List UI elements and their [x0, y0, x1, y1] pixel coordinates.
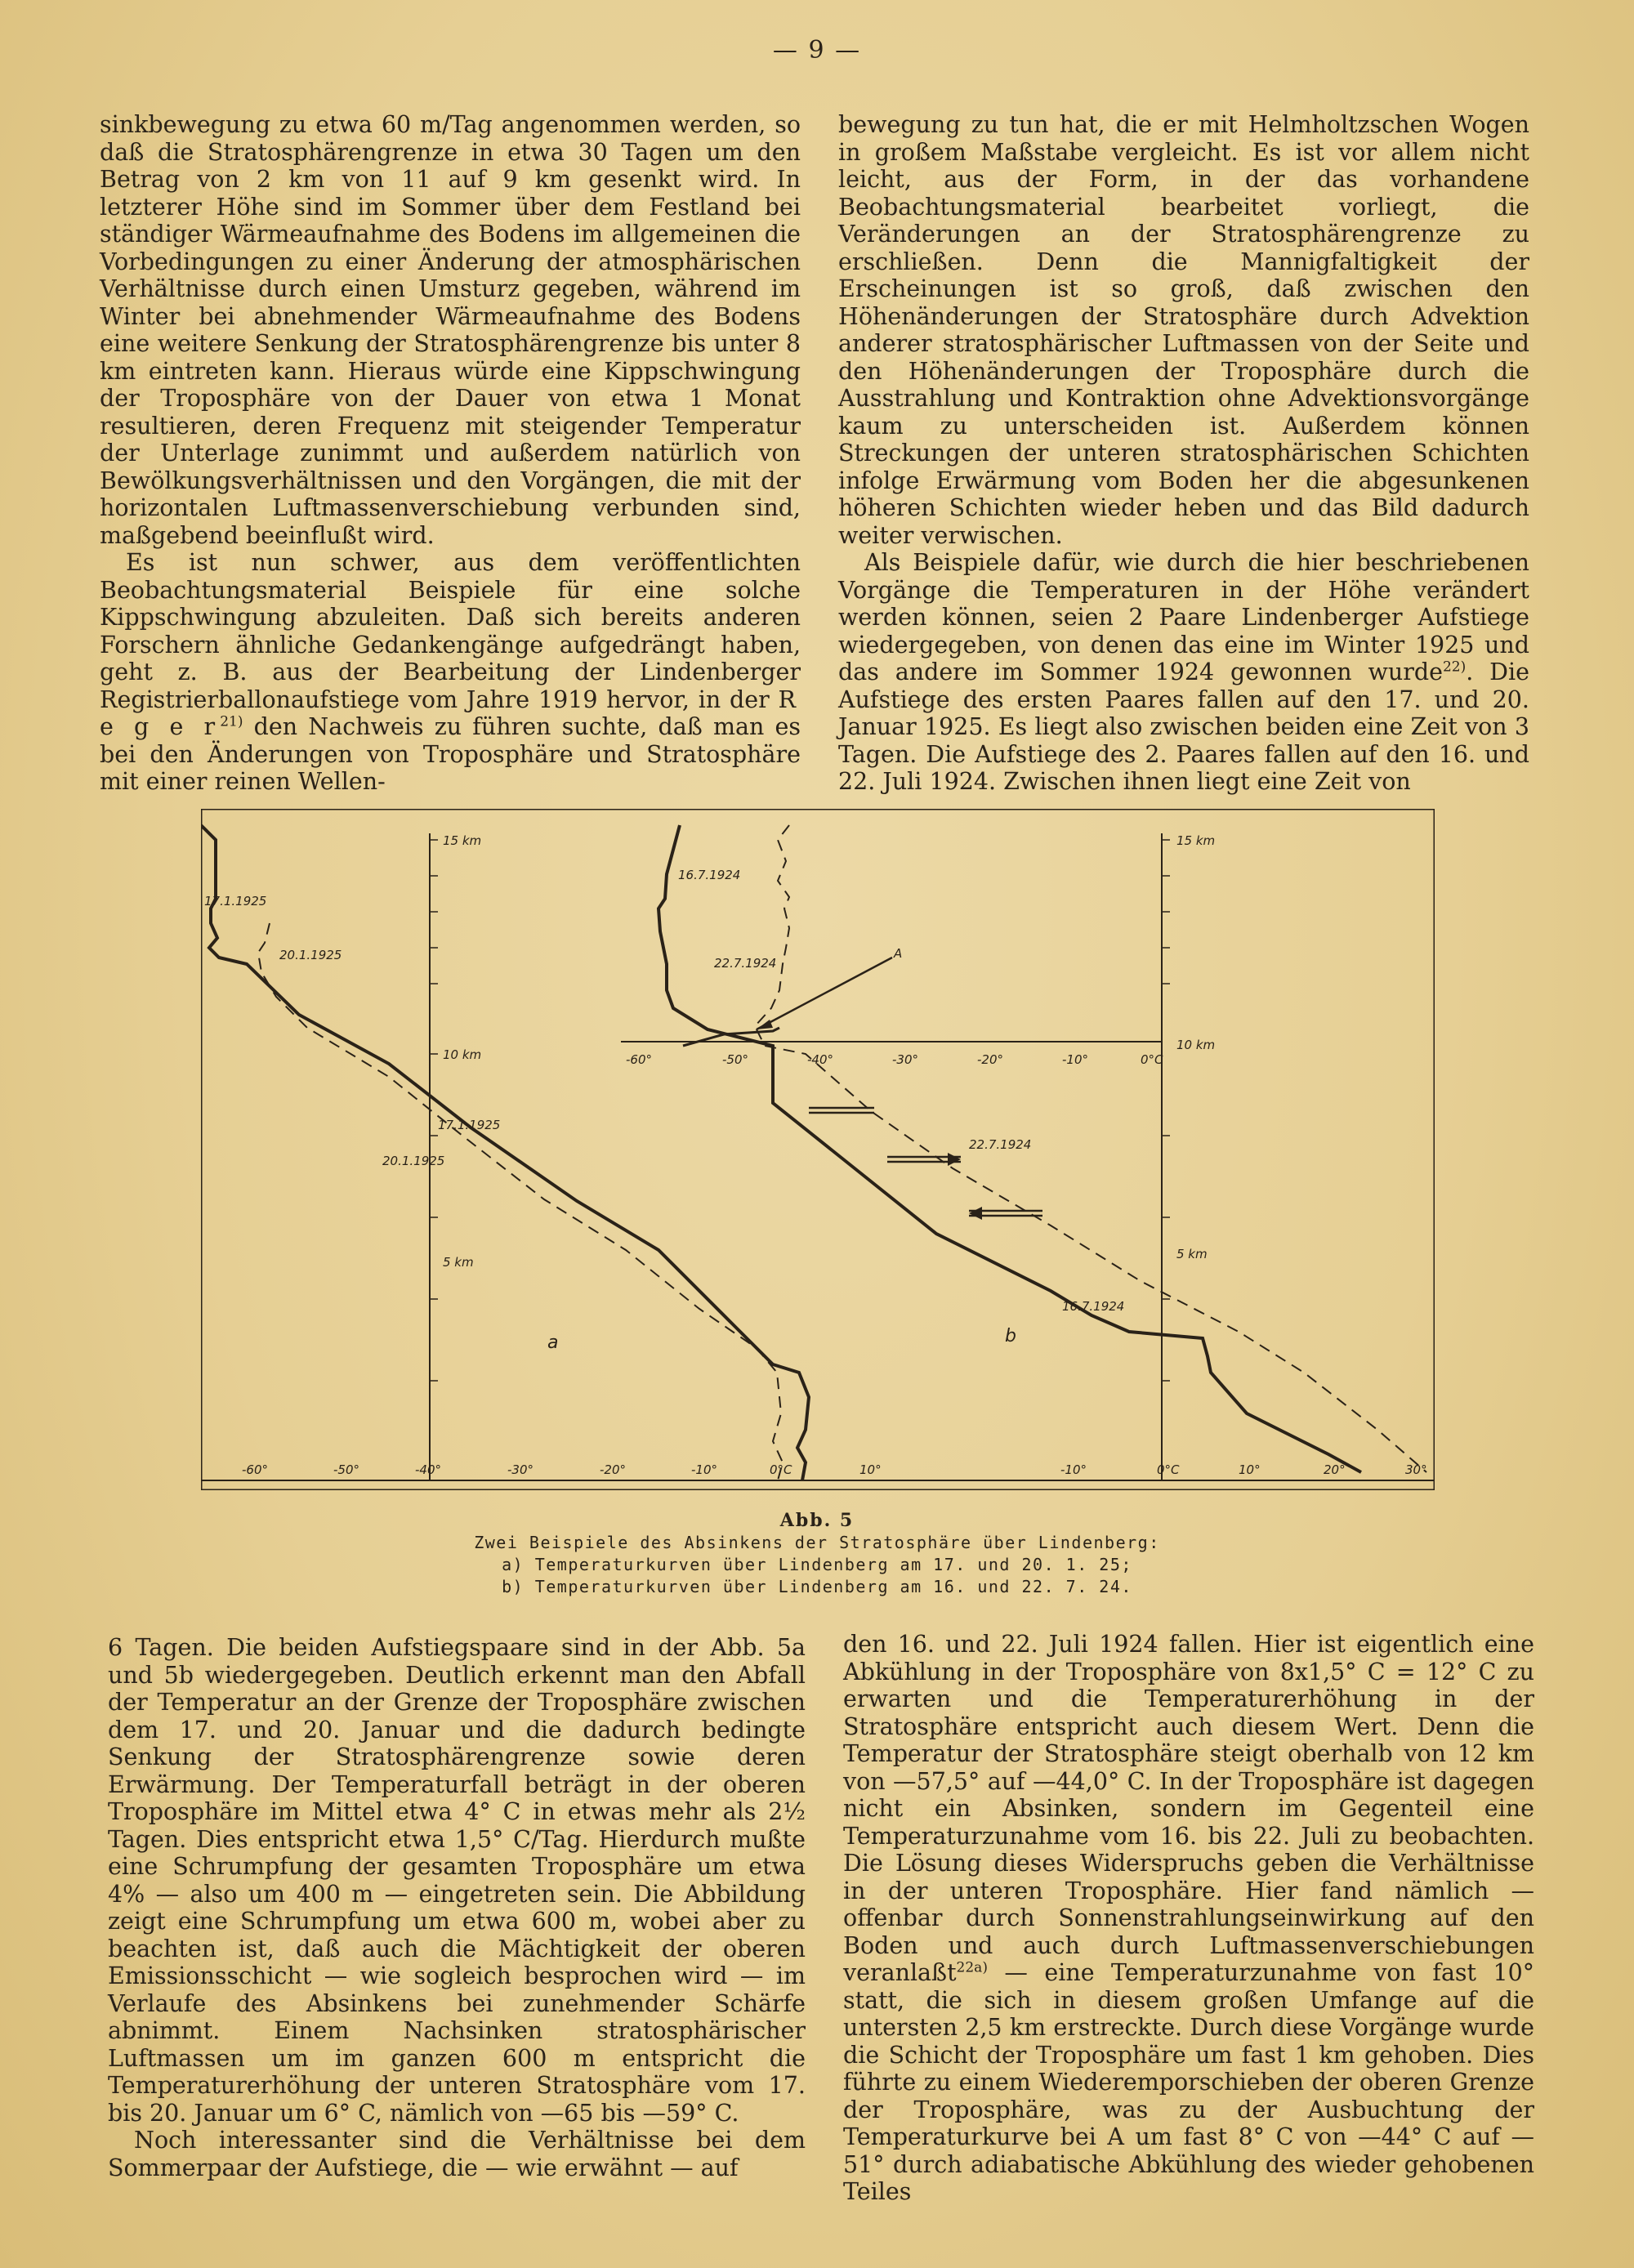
paragraph: den 16. und 22. Juli 1924 fallen. Hier ist eigentlich eine Abkühlung in der Troposphäre von 8x1,5° C = 12° C zu erwarten und die Temperaturerhöhung in der Stratosphäre entspricht auch diesem Wert. Denn die Temperatur der Stratosphäre steigt oberhalb von 12 km von —57,5° auf —44,0° C. In der Troposphäre ist dagegen nicht ein Absinken, sondern im Gegenteil eine Temperaturzunahme vom 16. bis 22. Juli zu beobachten. Die Lösung dieses Widerspruchs geben die Verhältnisse in der unteren Troposphäre. Hier fand nämlich — offenbar durch Sonnenstrahlungseinwirkung auf den Boden und auch durch Luftmassenverschiebungen veranlaßt$^{22a)}$ — eine Temperaturzunahme von fast 10° statt, die sich in diesem großen Umfange auf die untersten 2,5 km erstreckte. Durch diese Vorgänge wurde die Schicht der Troposphäre um fast 1 km gehoben. Dies führte zu einem Wiederemporschieben der oberen Grenze der Troposphäre, was zu der Ausbuchtung der Temperaturkurve bei A um fast 8° C von —44° C auf —51° durch adiabatische Abkühlung des wieder gehobenen Teiles — [843, 1631, 1534, 2205]
text-column-top-left — [100, 111, 801, 796]
paragraph: Es ist nun schwer, aus dem veröffentlichten Beobachtungsmaterial Beispiele für eine solche Kippschwingung abzuleiten. Daß sich bereits anderen Forschern ähnliche Gedankengänge aufgedrängt haben, geht z. B. aus der Bearbeitung der Lindenberger Registrierballonaufstiege vom Jahre 1919 hervor, in der R e g e $r^{21)}$ den Nachweis zu führen suchte, daß man es bei den Änderungen von Troposphäre und Stratosphäre mit einer reinen Wellen- — [100, 549, 801, 795]
paragraph: 6 Tagen. Die beiden Aufstiegspaare sind in der Abb. 5a und 5b wiedergegeben. Deutlich erkennt man den Abfall der Temperatur an der Grenze der Troposphäre zwischen dem 17. und 20. Januar und die dadurch bedingte Senkung der Stratosphärengrenze sowie deren Erwärmung. Der Temperaturfall beträgt in der oberen Troposphäre im Mittel etwa 4° C in etwas mehr als 2½ Tagen. Dies entspricht etwa 1,5° C/Tag. Hierdurch mußte eine Schrumpfung der gesamten Troposphäre um etwa 4% — also um 400 m — eingetreten sein. Die Abbildung zeigt eine Schrumpfung um etwa 600 m, wobei aber zu beachten ist, daß auch die Mächtigkeit der oberen Emissionsschicht — wie sogleich besprochen wird — im Verlaufe des Absinkens bei zunehmender Schärfe abnimmt. Einem Nachsinken stratosphärischer Luftmassen um im ganzen 600 m entspricht die Temperaturerhöhung der unteren Stratosphäre vom 17. bis 20. Januar um 6° C, nämlich von —65 bis —59° C. — [108, 1634, 806, 2127]
x-tick-label: 0°C — [1157, 1462, 1180, 1477]
x-tick-label: 30° — [1405, 1462, 1427, 1477]
curve-label: 22.7.1924 — [969, 1137, 1032, 1152]
text-column-bottom-left — [108, 1634, 806, 2181]
figure-caption — [245, 1510, 1389, 1598]
height-label: 10 km — [443, 1047, 482, 1062]
x-tick-label: -30° — [892, 1052, 918, 1067]
x-tick-label: -60° — [242, 1462, 268, 1477]
figure-abb-5 — [201, 809, 1435, 1490]
panel-label-a: a — [547, 1333, 559, 1353]
height-label: 15 km — [443, 833, 482, 848]
height-label: 5 km — [443, 1255, 474, 1270]
figure-frame — [201, 809, 1435, 1490]
footnote-ref: 22) — [1442, 659, 1467, 676]
height-label: 10 km — [1176, 1038, 1216, 1052]
curve-label: 22.7.1924 — [714, 956, 777, 971]
x-tick-label: 0°C — [1141, 1052, 1163, 1067]
x-tick-label: 10° — [1239, 1462, 1261, 1477]
page-number: — 9 — — [772, 36, 862, 65]
curve-label: 20.1.1925 — [279, 948, 342, 962]
caption-line: a) Temperaturkurven über Lindenberg am 17. und 20. 1. 25; — [502, 1555, 1132, 1574]
x-tick-label: 0°C — [770, 1462, 792, 1477]
marker-A: A — [894, 946, 903, 961]
x-tick-label: -20° — [977, 1052, 1003, 1067]
footnote-ref: 22a) — [956, 1959, 988, 1976]
paragraph: sinkbewegung zu etwa 60 m/Tag angenommen werden, so daß die Stratosphärengrenze in etwa 30 Tagen um den Betrag von 2 km von 11 auf 9 km gesenkt wird. In letzterer Höhe sind im Sommer über dem Festland bei ständiger Wärmeaufnahme des Bodens im allgemeinen die Vorbedingungen zu einer Änderung der atmosphärischen Verhältnisse durch einen Umsturz gegeben, während im Winter bei abnehmender Wärmeaufnahme des Bodens eine weitere Senkung der Stratosphärengrenze bis unter 8 km eintreten kann. Hieraus würde eine Kippschwingung der Troposphäre von der Dauer von etwa 1 Monat resultieren, deren Frequenz mit steigender Temperatur der Unterlage zunimmt und außerdem natürlich von Bewölkungsverhältnissen und den Vorgängen, die mit der horizontalen Luftmassenverschiebung verbunden sind, maßgebend beeinflußt wird. — [100, 111, 801, 549]
curve-17-1-1925 — [201, 825, 809, 1480]
x-tick-label: -20° — [600, 1462, 626, 1477]
x-tick-label: 10° — [859, 1462, 882, 1477]
x-tick-label: -10° — [1062, 1052, 1088, 1067]
author-name: R e g e r — [100, 685, 801, 740]
x-tick-label: -30° — [507, 1462, 534, 1477]
caption-title: Abb. 5 — [779, 1510, 855, 1531]
text-column-top-right — [838, 111, 1529, 796]
temperature-profile-diagram — [201, 809, 1435, 1490]
curve-label: 16.7.1924 — [1062, 1299, 1125, 1314]
caption-line: b) Temperaturkurven über Lindenberg am 16. und 22. 7. 24. — [502, 1577, 1132, 1596]
curve-label: 16.7.1924 — [678, 868, 741, 882]
curve-label: 17.1.1925 — [204, 894, 267, 909]
height-label: 5 km — [1176, 1247, 1208, 1261]
curve-label: 17.1.1925 — [438, 1118, 501, 1132]
curve-20-1-1925 — [258, 923, 783, 1480]
x-tick-label: -50° — [333, 1462, 359, 1477]
x-tick-label: -10° — [1060, 1462, 1087, 1477]
x-tick-label: -50° — [722, 1052, 748, 1067]
paragraph: bewegung zu tun hat, die er mit Helmholtzschen Wogen in großem Maßstabe vergleicht. Es ist vor allem nicht leicht, aus der Form, in der das vorhandene Beobachtungsmaterial bearbeitet vorliegt, die Veränderungen an der Stratosphärengrenze zu erschließen. Denn die Mannigfaltigkeit der Erscheinungen ist so groß, daß zwischen den Höhenänderungen der Stratosphäre durch Advektion anderer stratosphärischer Luftmassen von der Seite und den Höhenänderungen der Troposphäre durch die Ausstrahlung und Kontraktion ohne Advektionsvorgänge kaum zu unterscheiden ist. Außerdem können Streckungen der unteren stratosphärischen Schichten infolge Erwärmung vom Boden her die abgesunkenen höheren Schichten wieder heben und das Bild dadurch weiter verwischen. — [838, 111, 1529, 549]
curve-22-7-1924 — [755, 825, 1426, 1472]
paragraph: Als Beispiele dafür, wie durch die hier beschriebenen Vorgänge die Temperaturen in der Höhe verändert werden können, seien 2 Paare Lindenberger Aufstiege wiedergegeben, von denen das eine im Winter 1925 und das andere im Sommer 1924 gewonnen wurde$^{22)}$. Die Aufstiege des ersten Paares fallen auf den 17. und 20. Januar 1925. Es liegt also zwischen beiden eine Zeit von 3 Tagen. Die Aufstiege des 2. Paares fallen auf den 16. und 22. Juli 1924. Zwischen ihnen liegt eine Zeit von — [838, 549, 1530, 795]
caption-line: Zwei Beispiele des Absinkens der Stratosphäre über Lindenberg: — [474, 1533, 1160, 1552]
curve-label: 20.1.1925 — [382, 1154, 445, 1168]
panel-label-b: b — [1005, 1326, 1016, 1346]
paragraph: Noch interessanter sind die Verhältnisse bei dem Sommerpaar der Aufstiege, die — wie erwähnt — auf — [108, 2127, 806, 2181]
x-tick-label: 20° — [1324, 1462, 1346, 1477]
x-tick-label: -10° — [691, 1462, 717, 1477]
x-tick-label: -40° — [807, 1052, 833, 1067]
x-tick-label: -40° — [415, 1462, 441, 1477]
x-tick-label: -60° — [626, 1052, 652, 1067]
height-label: 15 km — [1176, 833, 1216, 848]
footnote-ref: 21) — [220, 713, 243, 730]
text-column-bottom-right — [843, 1631, 1534, 2206]
